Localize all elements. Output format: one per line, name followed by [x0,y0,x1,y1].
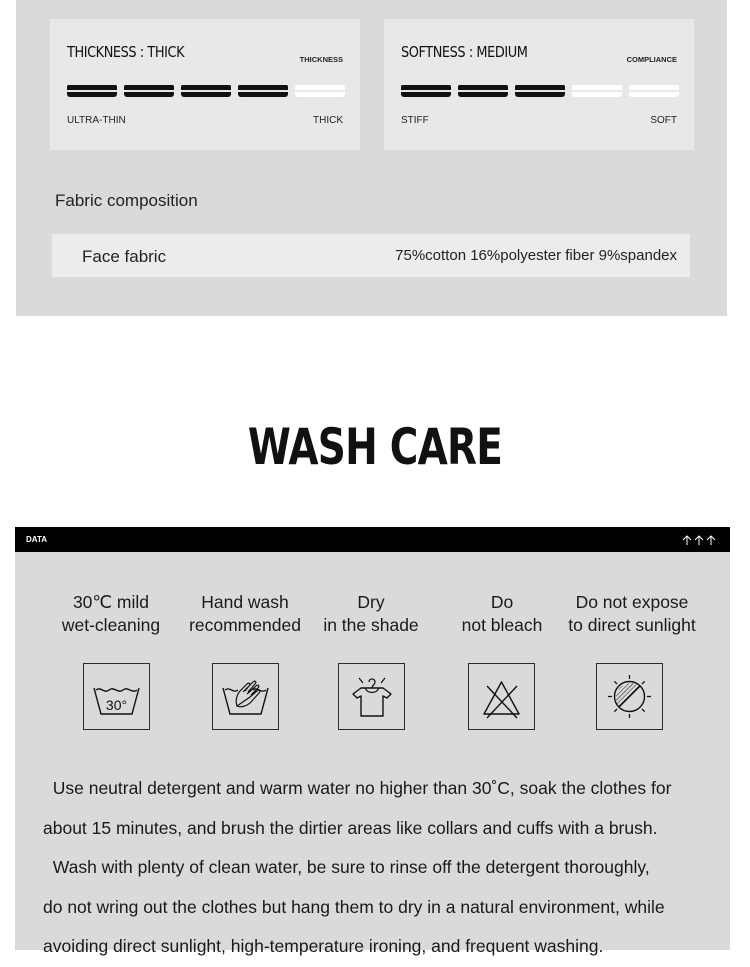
meter-segment-filled [67,84,117,97]
care-label-wash [44,591,178,637]
up-arrows-icon [682,534,716,546]
softness-title: SOFTNESS : MEDIUM [401,43,528,61]
meter-segment-filled [401,84,451,97]
softness-tag: COMPLIANCE [626,55,677,64]
care-label-line1: Do not expose [575,592,689,612]
thickness-bars [67,84,343,98]
care-label-no-bleach [435,591,569,637]
fabric-value: 75%cotton 16%polyester fiber 9%spandex [395,247,677,264]
meter-segment-filled [458,84,508,97]
meter-segment-filled [124,84,174,97]
fabric-row [52,234,690,277]
no-bleach-graphic [469,664,534,729]
care-label-dry-shade [304,591,438,637]
wash-30-icon [83,663,150,730]
no-sunlight-graphic [597,664,662,729]
care-label-line2: recommended [189,615,301,635]
softness-bars [401,84,677,98]
meter-segment-empty [295,84,345,97]
care-instruction-line: Wash with plenty of clean water, be sure to rinse off the detergent thoroughly, [43,857,650,877]
care-instruction-line: Use neutral detergent and warm water no higher than 30˚C, soak the clothes for [43,778,672,798]
meter-segment-filled [181,84,231,97]
softness-meter-card [384,19,694,150]
fabric-label: Face fabric [82,247,167,266]
care-label-line2: to direct sunlight [568,615,696,635]
thickness-max-label: THICK [313,115,343,126]
thickness-tag: THICKNESS [299,55,343,64]
meter-segment-filled [238,84,288,97]
care-instruction-line: avoiding direct sunlight, high-temperature ironing, and frequent washing. [43,936,604,956]
wash-temperature-text: 30° [105,697,128,713]
care-instructions [43,769,713,967]
care-label-line2: wet-cleaning [61,615,161,635]
hand-wash-icon [212,663,279,730]
care-label-line2: not bleach [461,615,543,635]
care-instruction-line: about 15 minutes, and brush the dirtier areas like collars and cuffs with a brush. [43,817,658,838]
care-label-line1: Do [490,592,514,612]
softness-max-label: SOFT [650,115,677,126]
no-bleach-icon [468,663,535,730]
softness-min-label: STIFF [401,115,429,126]
meter-segment-empty [572,84,622,97]
data-header-bar [15,527,730,552]
thickness-title: THICKNESS : THICK [67,43,185,61]
wash-care-title: WASH CARE [247,418,503,476]
care-label-line1: Hand wash [201,592,289,612]
care-instruction-line: do not wring out the clothes but hang them to dry in a natural environment, while [43,896,665,917]
care-label-line1: 30℃ mild [72,592,150,612]
hand-wash-graphic [213,664,278,729]
no-sunlight-icon [596,663,663,730]
care-label-line1: Dry [357,592,385,612]
meter-segment-filled [515,84,565,97]
thickness-meter-card [50,19,360,150]
data-label: DATA [26,535,48,544]
care-label-line2: in the shade [323,615,419,635]
wash-30-graphic [84,664,149,729]
meter-segment-empty [629,84,679,97]
dry-in-shade-graphic [339,664,404,729]
care-label-hand-wash [178,591,312,637]
fabric-composition-heading: Fabric composition [55,191,198,210]
care-label-no-sunlight [555,591,709,637]
specs-panel [16,0,727,316]
thickness-min-label: ULTRA-THIN [67,115,126,126]
wash-care-panel [15,527,730,956]
dry-in-shade-icon [338,663,405,730]
